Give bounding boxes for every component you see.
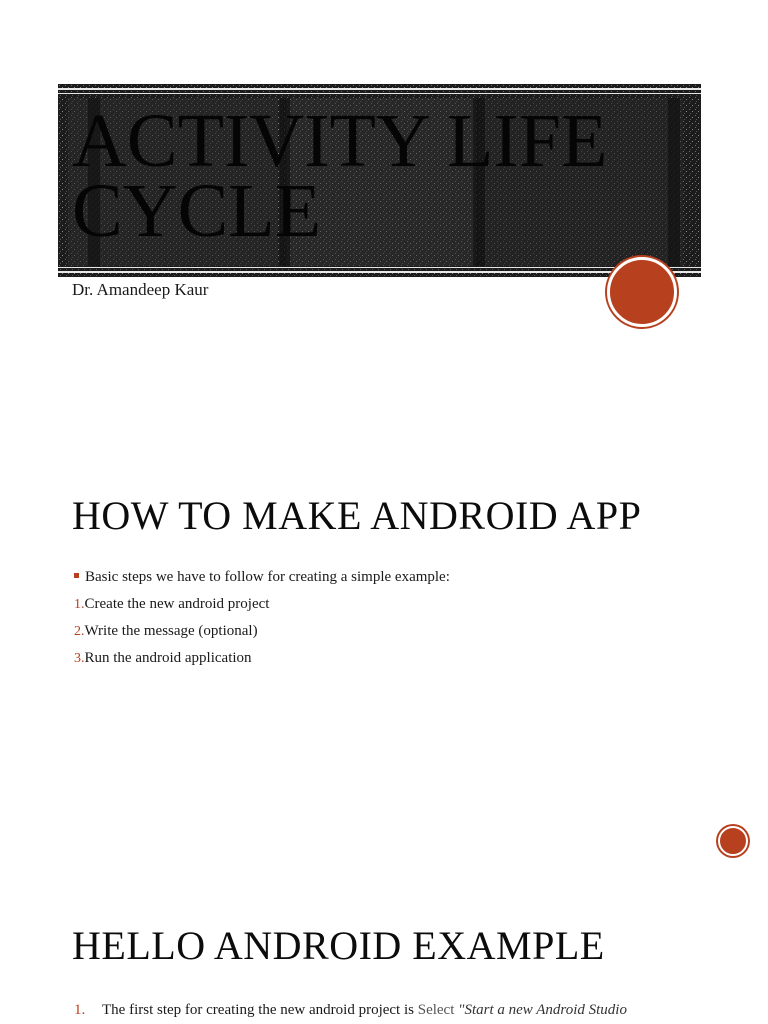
slide3-heading: HELLO ANDROID EXAMPLE [72,923,605,968]
list-text: Write the message (optional) [84,623,258,639]
bullet-text: Basic steps we have to follow for creating a simple example: [85,569,450,585]
list-number: 3. [74,651,85,666]
bullet-intro [74,569,450,586]
list-text: Run the android application [84,650,252,666]
banner-rule [58,267,701,268]
slide-title: ACTIVITY LIFE CYCLE [72,99,608,253]
author-name: Dr. Amandeep Kaur [72,280,209,299]
list-item [74,596,269,613]
slide2-heading: HOW TO MAKE ANDROID APP [72,493,642,538]
list-item [74,1002,627,1019]
italic-text: "Start a new Android Studio [458,1002,627,1018]
banner-rule [58,88,701,90]
decorative-circle-icon [718,826,748,856]
square-bullet-icon [74,573,79,578]
list-number: 1. [74,1002,86,1018]
banner-rule [58,271,701,273]
decorative-circle-icon [607,257,677,327]
list-item [74,623,258,640]
list-text: Create the new android project [84,596,270,612]
banner-rule [58,93,701,94]
list-number: 2. [74,624,85,639]
list-text: The first step for creating the new android project is [102,1002,418,1018]
title-banner [58,84,701,277]
list-number: 1. [74,597,85,612]
select-text: Select [417,1002,459,1018]
list-item [74,650,252,667]
